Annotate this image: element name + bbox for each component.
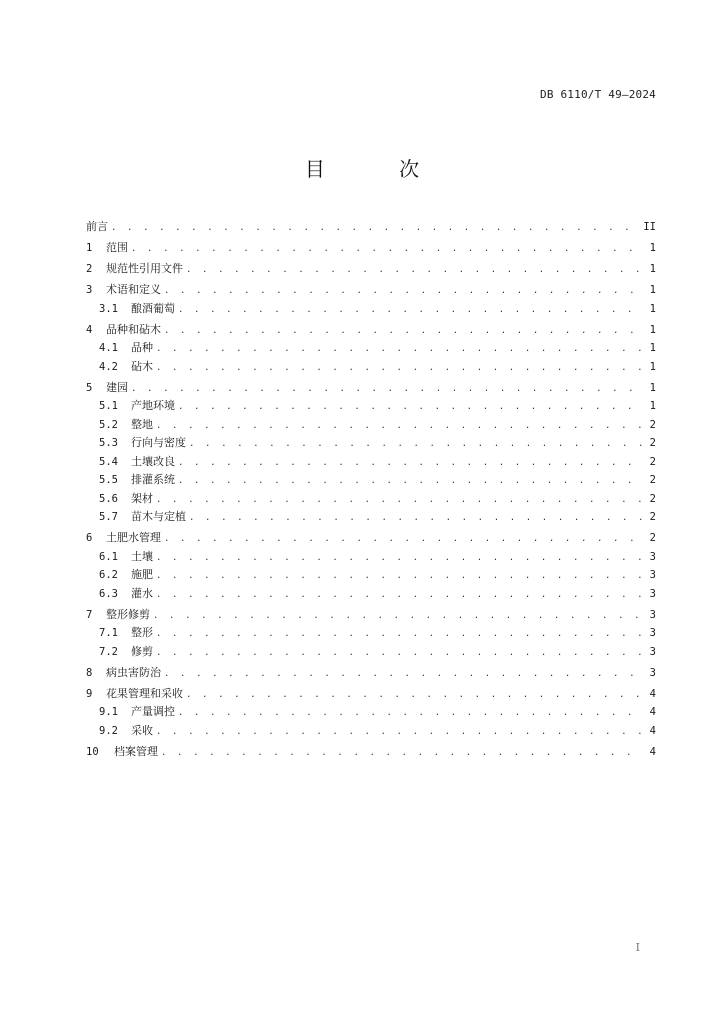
toc-entry-page: 1 [649, 360, 656, 373]
toc-entry-page: 3 [649, 645, 656, 658]
toc-entry[interactable] [86, 321, 656, 340]
toc-entry[interactable] [86, 743, 656, 762]
toc-entry-number: 5 [86, 381, 93, 394]
toc-entry-page: 1 [649, 263, 656, 275]
toc-leader-dots [164, 322, 642, 341]
toc-entry[interactable] [86, 379, 656, 398]
toc-entry-label: 行向与密度 [131, 436, 186, 449]
toc-entry-page: 2 [649, 455, 656, 468]
toc-entry-page: 2 [649, 474, 656, 486]
toc-leader-dots [178, 454, 642, 473]
toc-leader-dots [156, 359, 642, 378]
toc-leader-dots [164, 665, 642, 684]
toc-entry-label: 采收 [131, 723, 153, 737]
toc-entry[interactable] [86, 358, 656, 377]
toc-entry-label: 规范性引用文件 [106, 262, 183, 275]
toc-entry[interactable] [86, 281, 656, 300]
page-number: I [635, 941, 640, 954]
toc-entry-number: 5.2 [99, 418, 118, 431]
toc-entry-label: 架材 [131, 491, 153, 505]
toc-entry-page: 3 [649, 666, 656, 679]
toc-entry-label: 土壤 [131, 549, 153, 563]
toc-entry-label: 范围 [106, 241, 128, 254]
toc-entry[interactable] [86, 397, 656, 416]
toc-entry-label: 土壤改良 [131, 454, 175, 468]
toc-entry-number: 6.1 [99, 550, 118, 563]
toc-leader-dots [131, 380, 642, 399]
toc-entry-number: 6.2 [99, 569, 118, 581]
toc-entry-number: 4.2 [99, 360, 118, 373]
toc-entry-number: 7.2 [99, 645, 118, 658]
toc-entry[interactable] [86, 218, 656, 237]
toc-entry-page: II [643, 221, 656, 233]
toc-entry-page: 2 [649, 418, 656, 431]
toc-entry-number: 5.5 [99, 474, 118, 486]
toc-leader-dots [164, 282, 642, 301]
toc-entry-label: 整形 [131, 626, 153, 639]
toc-entry-label: 排灌系统 [131, 473, 175, 486]
toc-entry-label: 苗木与定植 [131, 510, 186, 523]
toc-entry-label: 产量调控 [131, 705, 175, 718]
toc-entry-page: 3 [649, 569, 656, 581]
toc-leader-dots [156, 625, 642, 644]
toc-entry-page: 1 [649, 242, 656, 254]
toc-entry-number: 5.7 [99, 511, 118, 523]
toc-entry-number: 5.1 [99, 400, 118, 412]
toc-entry[interactable] [86, 548, 656, 567]
toc-entry[interactable] [86, 585, 656, 604]
toc-entry[interactable] [86, 490, 656, 509]
toc-leader-dots [156, 723, 642, 742]
toc-entry[interactable] [86, 239, 656, 258]
toc-entry-page: 3 [649, 608, 656, 621]
toc-entry-number: 9.1 [99, 706, 118, 718]
toc-leader-dots [178, 301, 642, 320]
toc-entry-label: 病虫害防治 [106, 665, 161, 679]
toc-entry-label: 土肥水管理 [106, 531, 161, 544]
toc-entry[interactable] [86, 606, 656, 625]
toc-leader-dots [164, 530, 642, 549]
toc-entry-page: 1 [649, 284, 656, 296]
toc-leader-dots [131, 240, 642, 259]
toc-entry-label: 砧木 [131, 359, 153, 373]
toc-entry-label: 品种和砧木 [106, 322, 161, 336]
toc-leader-dots [156, 549, 642, 568]
toc-entry[interactable] [86, 453, 656, 472]
toc-entry-page: 3 [649, 550, 656, 563]
toc-entry-page: 1 [649, 302, 656, 315]
toc-entry-label: 品种 [131, 341, 153, 354]
toc-leader-dots [178, 472, 642, 491]
toc-entry[interactable] [86, 703, 656, 722]
toc-entry-number: 3.1 [99, 302, 118, 315]
toc-entry-label: 灌水 [131, 586, 153, 600]
toc-entry-label: 修剪 [131, 644, 153, 658]
toc-entry-number: 2 [86, 263, 93, 275]
toc-entry-label: 整形修剪 [106, 607, 150, 621]
toc-entry-page: 2 [649, 532, 656, 544]
toc-entry[interactable] [86, 529, 656, 548]
toc-entry-number: 1 [86, 242, 93, 254]
toc-leader-dots [161, 744, 642, 763]
toc-entry-number: 5.4 [99, 455, 118, 468]
toc-entry-page: 3 [649, 627, 656, 639]
toc-entry-page: 4 [649, 706, 656, 718]
toc-entry-label: 前言 [86, 220, 108, 233]
toc-entry-page: 1 [649, 342, 656, 354]
toc-entry-number: 4.1 [99, 342, 118, 354]
toc-leader-dots [156, 644, 642, 663]
toc-entry-page: 3 [649, 587, 656, 600]
toc-entry-label: 术语和定义 [106, 283, 161, 296]
toc-entry-page: 2 [649, 492, 656, 505]
toc-entry[interactable] [86, 624, 656, 643]
toc-entry[interactable] [86, 339, 656, 358]
toc-entry-label: 花果管理和采收 [106, 686, 183, 700]
toc-entry-number: 6.3 [99, 587, 118, 600]
toc-leader-dots [189, 435, 642, 454]
toc-leader-dots [111, 219, 639, 238]
toc-entry[interactable] [86, 643, 656, 662]
toc-leader-dots [156, 586, 642, 605]
table-of-contents [86, 218, 656, 761]
toc-leader-dots [156, 417, 642, 436]
toc-entry-number: 5.6 [99, 492, 118, 505]
toc-entry-number: 8 [86, 666, 93, 679]
toc-entry[interactable] [86, 471, 656, 490]
toc-entry-number: 5.3 [99, 437, 118, 449]
toc-leader-dots [156, 491, 642, 510]
toc-leader-dots [178, 704, 642, 723]
toc-leader-dots [156, 567, 642, 586]
toc-entry-number: 9.2 [99, 724, 118, 737]
toc-entry-page: 1 [649, 381, 656, 394]
toc-leader-dots [156, 340, 642, 359]
toc-entry-label: 整地 [131, 417, 153, 431]
toc-entry-number: 4 [86, 323, 93, 336]
toc-entry[interactable] [86, 300, 656, 319]
toc-entry-number: 7.1 [99, 627, 118, 639]
toc-entry[interactable] [86, 508, 656, 527]
toc-entry-label: 建园 [106, 380, 128, 394]
toc-leader-dots [189, 509, 642, 528]
toc-entry-label: 档案管理 [114, 744, 158, 758]
toc-entry-number: 9 [86, 687, 93, 700]
toc-entry[interactable] [86, 722, 656, 741]
toc-entry-label: 施肥 [131, 568, 153, 581]
toc-entry[interactable] [86, 685, 656, 704]
toc-entry-number: 6 [86, 532, 93, 544]
toc-title: 目 次 [304, 157, 454, 181]
toc-entry-label: 产地环境 [131, 399, 175, 412]
toc-entry-page: 2 [649, 437, 656, 449]
toc-entry-number: 7 [86, 608, 93, 621]
toc-entry[interactable] [86, 434, 656, 453]
toc-leader-dots [186, 261, 642, 280]
toc-leader-dots [186, 686, 642, 705]
toc-leader-dots [178, 398, 642, 417]
toc-entry-number: 10 [86, 745, 99, 758]
toc-entry[interactable] [86, 566, 656, 585]
toc-entry[interactable] [86, 664, 656, 683]
toc-entry-number: 3 [86, 284, 93, 296]
toc-entry-page: 4 [649, 724, 656, 737]
toc-entry-page: 1 [649, 323, 656, 336]
document-code: DB 6110/T 49—2024 [540, 88, 656, 101]
toc-entry-page: 1 [649, 400, 656, 412]
toc-leader-dots [153, 607, 642, 626]
toc-entry-label: 酿酒葡萄 [131, 301, 175, 315]
toc-entry[interactable] [86, 260, 656, 279]
toc-entry[interactable] [86, 416, 656, 435]
toc-entry-page: 4 [649, 745, 656, 758]
toc-entry-page: 2 [649, 511, 656, 523]
toc-entry-page: 4 [649, 687, 656, 700]
